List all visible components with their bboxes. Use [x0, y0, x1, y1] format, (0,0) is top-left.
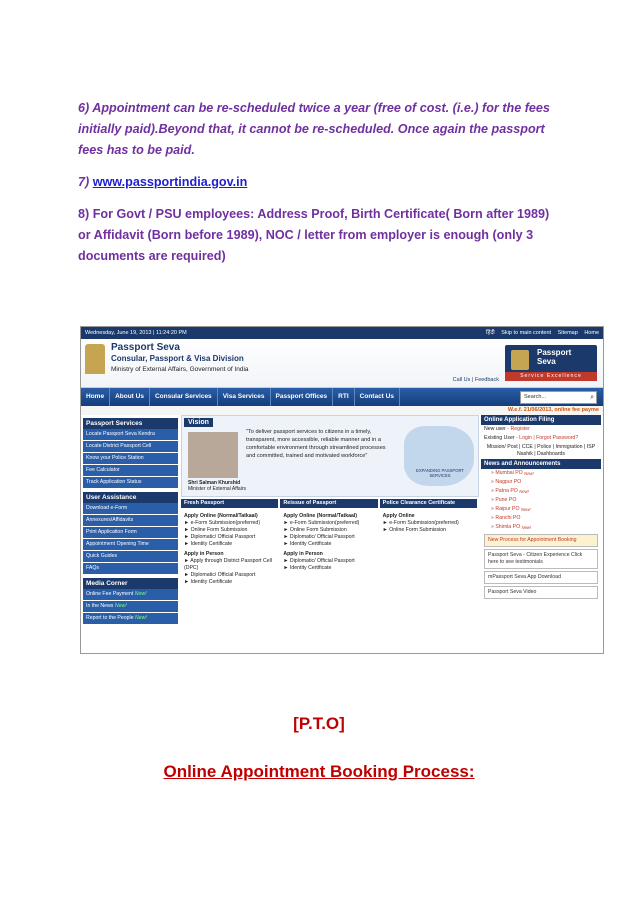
diplomatic-link[interactable]: ► Diplomatic/ Official Passport — [184, 534, 256, 540]
appointment-process-box[interactable]: New Process for Appointment Booking — [484, 534, 598, 547]
service-columns — [181, 499, 479, 588]
new-badge: New! — [114, 603, 127, 609]
online-form-link[interactable]: ► Online Form Submission — [184, 527, 248, 533]
ministry-name: Ministry of External Affairs, Government of India — [111, 366, 249, 373]
skip-link[interactable]: Skip to main content — [501, 330, 552, 336]
home-link[interactable]: Home — [584, 330, 599, 336]
fresh-passport-column — [181, 499, 278, 588]
apply-online-label: Apply Online (Normal/Tatkaal) — [283, 513, 358, 519]
media-corner-heading: Media Corner — [83, 578, 178, 589]
user-assistance-heading: User Assistance — [83, 492, 178, 503]
site-header — [81, 339, 603, 388]
apply-online-label: Apply Online — [382, 513, 415, 519]
left-sidebar — [83, 415, 178, 625]
diplomatic-link[interactable]: ► Diplomatic/ Official Passport — [283, 534, 355, 540]
news-raipur-label: Raipur PO — [495, 506, 520, 512]
news-ranchi-label: Ranchi PO — [495, 515, 521, 521]
new-badge: New! — [134, 591, 147, 597]
report-label: Report to the People — [86, 615, 134, 621]
national-emblem-icon — [85, 344, 105, 374]
minister-role: Minister of External Affairs — [188, 486, 246, 492]
right-sidebar — [481, 415, 601, 601]
news-item-ranchi[interactable]: » Ranchi PO — [491, 515, 521, 521]
paragraph-6: 6) Appointment can be re-scheduled twice a year (free of cost. (i.e.) for the fees initially paid).Beyond that, it cannot be re-scheduled. Once again the passport fees has to be paid. — [78, 101, 550, 157]
identity-link[interactable]: ► Identity Certificate — [184, 541, 233, 547]
news-label: In the News — [86, 603, 114, 609]
sidebar-item-police-station[interactable]: Know your Police Station — [83, 453, 178, 465]
existing-user-row — [481, 434, 601, 443]
online-form-link[interactable]: ► Online Form Submission — [382, 527, 447, 533]
diplomatic-person-link[interactable]: ► Diplomatic/ Official Passport — [283, 558, 355, 564]
news-item-pune[interactable]: » Pune PO — [491, 497, 517, 503]
paragraph-8: 8) For Govt / PSU employees: Address Proof, Birth Certificate( Born after 1989) or Affidavit (Born before 1989), NOC / letter from employer is enough (only 3 documents are required) — [78, 207, 550, 263]
news-heading: News and Announcements — [481, 459, 601, 469]
passport-website-link[interactable]: www.passportindia.gov.in — [92, 175, 248, 189]
passport-seva-screenshot — [80, 326, 604, 654]
datetime: Wednesday, June 19, 2013 | 11:24:20 PM — [85, 330, 187, 336]
nav-rti[interactable]: RTI — [333, 388, 354, 406]
passport-seva-logo — [505, 345, 597, 381]
apply-in-person-label: Apply in Person — [283, 551, 323, 557]
app-download-box[interactable]: mPassport Seva App Download — [484, 571, 598, 584]
eform-link[interactable]: ► e-Form Submission(preferred) — [382, 520, 459, 526]
diplomatic-person-link[interactable]: ► Diplomatic/ Official Passport — [184, 572, 256, 578]
new-user-row — [481, 425, 601, 434]
testimonials-box[interactable]: Passport Seva - Citizen Experience Click here to see testimonials — [484, 549, 598, 569]
sidebar-item-faqs[interactable]: FAQs — [83, 563, 178, 575]
new-badge: New! — [135, 615, 147, 621]
fresh-passport-heading: Fresh Passport — [181, 499, 278, 508]
map-caption: EXPANDING PASSPORT SERVICES — [416, 468, 464, 478]
news-item-raipur[interactable]: » Raipur PO $^{New!}$ — [491, 506, 531, 512]
paragraph-7-prefix: 7) — [78, 175, 93, 189]
news-shimla-label: Shimla PO — [495, 524, 521, 530]
main-nav — [81, 388, 603, 406]
sidebar-item-opening-time[interactable]: Appointment Opening Time — [83, 539, 178, 551]
video-box[interactable]: Passport Seva Video — [484, 586, 598, 599]
pcc-column — [380, 499, 477, 588]
nav-consular[interactable]: Consular Services — [150, 388, 218, 406]
section-heading-text: Online Appointment Booking Process: — [163, 762, 475, 781]
login-link[interactable]: - Login | Forgot Password? — [516, 435, 579, 441]
nav-home[interactable]: Home — [81, 388, 110, 406]
search-icon[interactable]: ⌕ — [590, 393, 594, 401]
sidebar-item-locate-psk[interactable]: Locate Passport Seva Kendra — [83, 429, 178, 441]
paragraph-7 — [78, 172, 558, 193]
apply-in-person-label: Apply in Person — [184, 551, 224, 557]
logo-emblem-icon — [511, 350, 529, 370]
pcc-body — [380, 508, 477, 536]
news-item-mumbai[interactable]: » Mumbai PO $^{New!}$ — [491, 470, 534, 476]
sidebar-item-fee-calculator[interactable]: Fee Calculator — [83, 465, 178, 477]
mission-links[interactable]: Mission/ Post | CCE | Police | Immigration | ISP Nashik | Dashboards — [486, 444, 596, 457]
sidebar-item-download-eform[interactable]: Download e-Form — [83, 503, 178, 515]
nav-visa[interactable]: Visa Services — [218, 388, 271, 406]
vision-quote: "To deliver passport services to citizens in a timely, transparent, more accessible, reliable manner and in a comfortable environment through streamlined processes and committed, trained and motivated workforce" — [246, 429, 386, 459]
identity-person-link[interactable]: ► Identity Certificate — [283, 565, 332, 571]
search-placeholder: Search... — [524, 393, 547, 400]
minister-photo — [188, 432, 238, 478]
new-badge: New! — [521, 525, 532, 530]
nav-about[interactable]: About Us — [110, 388, 150, 406]
news-patna-label: Patna PO — [495, 488, 518, 494]
sidebar-item-locate-dpc[interactable]: Locate District Passport Cell — [83, 441, 178, 453]
identity-link[interactable]: ► Identity Certificate — [283, 541, 332, 547]
fee-notice: W.e.f. 21/06/2013, online fee payme — [81, 406, 603, 415]
logo-tagline: Service Excellence — [505, 372, 597, 381]
search-input[interactable] — [520, 391, 597, 404]
new-badge: New! — [519, 489, 529, 494]
logo-text-2: Seva — [537, 357, 556, 366]
new-badge: New! — [521, 507, 531, 512]
sidebar-item-print-form[interactable]: Print Application Form — [83, 527, 178, 539]
news-mumbai-label: Mumbai PO — [495, 470, 523, 476]
sidebar-item-track-status[interactable]: Track Application Status — [83, 477, 178, 489]
callus-feedback[interactable]: Call Us | Feedback — [452, 377, 499, 383]
logo-text — [537, 348, 571, 366]
online-form-link[interactable]: ► Online Form Submission — [283, 527, 347, 533]
online-fee-label: Online Fee Payment — [86, 591, 134, 597]
top-bar — [81, 327, 603, 339]
reissue-body — [280, 508, 377, 574]
passport-services-heading: Passport Services — [83, 418, 178, 429]
vision-panel — [181, 415, 479, 497]
new-badge: New! — [524, 471, 534, 476]
reissue-heading: Reissue of Passport — [280, 499, 377, 508]
pcc-heading: Police Clearance Certificate — [380, 499, 477, 508]
reissue-column — [280, 499, 377, 588]
eform-link[interactable]: ► e-Form Submission(preferred) — [184, 520, 261, 526]
fresh-passport-body — [181, 508, 278, 588]
oaf-heading: Online Application Filing — [481, 415, 601, 425]
sitemap-link[interactable]: Sitemap — [557, 330, 578, 336]
main-content — [181, 415, 479, 588]
news-nagpur-label: Nagpur PO — [495, 479, 522, 485]
nav-offices[interactable]: Passport Offices — [271, 388, 334, 406]
register-link[interactable]: - Register — [507, 426, 530, 432]
site-subtitle: Consular, Passport & Visa Division — [111, 354, 244, 363]
identity-person-link[interactable]: ► Identity Certificate — [184, 579, 233, 585]
minister-name: Shri Salman Khurshid — [188, 480, 241, 486]
sidebar-item-online-fee[interactable] — [83, 589, 178, 601]
site-title: Passport Seva — [111, 342, 180, 353]
news-item-shimla[interactable]: » Shimla PO $^{New!}$ — [491, 524, 532, 530]
sidebar-item-news[interactable] — [83, 601, 178, 613]
nav-contact[interactable]: Contact Us — [355, 388, 400, 406]
eform-link[interactable]: ► e-Form Submission(preferred) — [283, 520, 360, 526]
section-heading — [0, 762, 638, 782]
new-user-label: New user — [484, 426, 506, 432]
dpc-link[interactable]: ► Apply through District Passport Cell (DPC) — [184, 558, 272, 571]
news-item-nagpur[interactable]: » Nagpur PO — [491, 479, 522, 485]
sidebar-item-report[interactable] — [83, 613, 178, 625]
pto-label: [P.T.O] — [293, 714, 345, 733]
vision-heading: Vision — [184, 418, 213, 427]
sidebar-item-annexures[interactable]: Annexures/Affidavits — [83, 515, 178, 527]
news-item-patna[interactable]: » Patna PO $^{New!}$ — [491, 488, 529, 494]
logo-text-1: Passport — [537, 348, 572, 357]
apply-online-label: Apply Online (Normal/Tatkaal) — [184, 513, 258, 519]
news-pune-label: Pune PO — [495, 497, 517, 503]
sidebar-item-quick-guides[interactable]: Quick Guides — [83, 551, 178, 563]
existing-user-label: Existing User — [484, 435, 515, 441]
hindi-link[interactable]: हिंदी — [486, 330, 495, 336]
